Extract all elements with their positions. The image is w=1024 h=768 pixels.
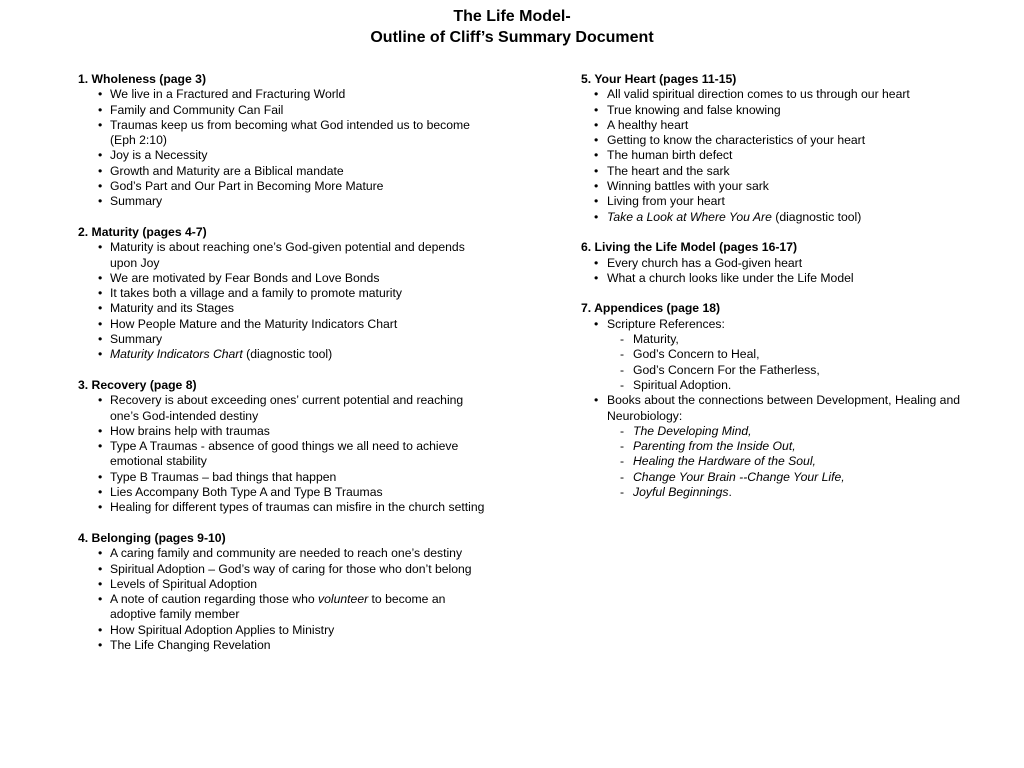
right-column: [581, 72, 1001, 516]
section-living-life-model: [581, 240, 1001, 286]
scripture-list: [607, 332, 1001, 393]
section-belonging: [78, 531, 498, 653]
list-item: • Living from your heart: [594, 194, 725, 209]
bullet-icon: •: [594, 209, 599, 224]
bullet-icon: •: [98, 301, 103, 316]
bullet-list: [581, 317, 1001, 501]
bullet-icon: •: [98, 423, 103, 438]
bullet-icon: •: [594, 163, 599, 178]
left-column: [78, 72, 498, 669]
section-heading: 7. Appendices (page 18): [581, 301, 721, 316]
book-item: - Joyful Beginnings.: [620, 485, 732, 500]
bullet-icon: •: [98, 148, 103, 163]
list-item: • Every church has a God-given heart: [594, 255, 803, 270]
bullet-list: [581, 256, 1001, 287]
dash-icon: -: [620, 347, 625, 362]
section-maturity: [78, 225, 498, 363]
section-heading: 6. Living the Life Model (pages 16-17): [581, 240, 798, 255]
bullet-icon: •: [98, 576, 103, 591]
bullet-icon: •: [594, 393, 599, 408]
bullet-icon: •: [98, 347, 103, 362]
list-item: • Levels of Spiritual Adoption: [98, 576, 258, 591]
bullet-icon: •: [98, 240, 103, 255]
bullet-icon: •: [98, 102, 103, 117]
list-item: • Summary: [98, 194, 163, 209]
bullet-icon: •: [594, 133, 599, 148]
list-item: • Maturity is about reaching one’s God-given potential and depends upon Joy: [98, 240, 465, 270]
bullet-list: [78, 87, 498, 209]
list-item: • God’s Part and Our Part in Becoming More Mature: [98, 179, 384, 194]
caution-item: • A note of caution regarding those who volunteer to become an adoptive family member: [98, 592, 446, 622]
list-item: • Growth and Maturity are a Biblical mandate: [98, 163, 344, 178]
list-item: • Recovery is about exceeding ones’ current potential and reaching one’s God-intended destiny: [98, 393, 464, 423]
list-item: • Type B Traumas – bad things that happen: [98, 469, 337, 484]
list-item: • What a church looks like under the Life Model: [594, 270, 854, 285]
list-item: • The heart and the sark: [594, 163, 730, 178]
section-heading: 3. Recovery (page 8): [78, 377, 197, 392]
book-item: - The Developing Mind,: [620, 423, 752, 438]
bullet-icon: •: [98, 163, 103, 178]
document-title: [0, 6, 1024, 48]
section-heading: 4. Belonging (pages 9-10): [78, 530, 226, 545]
scripture-references-item: • Scripture References: - Maturity, - God’s Concern to Heal, - God’s Concern For the Fatherless, - Spiritual Adoption.: [581, 317, 1001, 393]
book-item: - Parenting from the Inside Out,: [620, 439, 796, 454]
section-heading: 5. Your Heart (pages 11-15): [581, 72, 737, 86]
bullet-icon: •: [594, 148, 599, 163]
bullet-icon: •: [98, 637, 103, 652]
bullet-list: [78, 240, 498, 362]
list-item: • Spiritual Adoption – God’s way of caring for those who don’t belong: [98, 561, 472, 576]
dash-icon: -: [620, 332, 625, 347]
bullet-icon: •: [594, 87, 599, 102]
list-item: • How brains help with traumas: [98, 423, 270, 438]
section-wholeness: [78, 72, 498, 210]
bullet-icon: •: [98, 286, 103, 301]
list-item: • Type A Traumas - absence of good things we all need to achieve emotional stability: [98, 439, 459, 469]
section-recovery: [78, 378, 498, 516]
bullet-icon: •: [98, 179, 103, 194]
dash-icon: -: [620, 485, 625, 500]
bullet-icon: •: [98, 316, 103, 331]
bullet-icon: •: [594, 316, 599, 331]
diagnostic-tool-item: • Maturity Indicators Chart (diagnostic tool): [98, 347, 333, 362]
section-heading: 1. Wholeness (page 3): [78, 72, 206, 86]
list-item: • True knowing and false knowing: [594, 102, 781, 117]
bullet-icon: •: [98, 332, 103, 347]
dash-icon: -: [620, 439, 625, 454]
bullet-icon: •: [594, 117, 599, 132]
scripture-item: - God’s Concern to Heal,: [620, 347, 760, 362]
bullet-icon: •: [98, 592, 103, 607]
books-item: • Books about the connections between Development, Healing and Neurobiology: - The Developing Mind, - Parenting from the Inside Out, - Healing the Hardware of the Soul, - Change Your Brain --Change Your Life, - Joyful Beginnings.: [581, 393, 1001, 500]
section-appendices: [581, 301, 1001, 500]
scripture-item: - Spiritual Adoption.: [620, 377, 732, 392]
list-item: • A caring family and community are needed to reach one’s destiny: [98, 546, 463, 561]
bullet-icon: •: [98, 270, 103, 285]
bullet-icon: •: [98, 485, 103, 500]
section-your-heart: [581, 72, 1001, 225]
bullet-icon: •: [98, 117, 103, 132]
title-line-2: Outline of Cliff’s Summary Document: [370, 29, 654, 46]
list-item: • The Life Changing Revelation: [98, 637, 271, 652]
dash-icon: -: [620, 469, 625, 484]
list-item: • Joy is a Necessity: [98, 148, 208, 163]
list-item: • Family and Community Can Fail: [98, 102, 284, 117]
bullet-icon: •: [98, 500, 103, 515]
dash-icon: -: [620, 377, 625, 392]
scripture-item: - God’s Concern For the Fatherless,: [620, 362, 820, 377]
bullet-icon: •: [98, 546, 103, 561]
bullet-icon: •: [594, 179, 599, 194]
list-item: • How Spiritual Adoption Applies to Ministry: [98, 622, 335, 637]
books-list: [607, 424, 1001, 500]
list-item: • Summary: [98, 332, 163, 347]
bullet-list: [581, 87, 1001, 225]
diagnostic-tool-item: • Take a Look at Where You Are (diagnostic tool): [594, 209, 862, 224]
bullet-icon: •: [98, 561, 103, 576]
bullet-list: [78, 393, 498, 515]
list-item: • It takes both a village and a family to promote maturity: [98, 286, 402, 301]
bullet-icon: •: [594, 255, 599, 270]
bullet-list: [78, 546, 498, 653]
book-item: - Healing the Hardware of the Soul,: [620, 454, 816, 469]
section-heading: 2. Maturity (pages 4-7): [78, 224, 207, 239]
list-item: • Lies Accompany Both Type A and Type B Traumas: [98, 485, 383, 500]
list-item: • Traumas keep us from becoming what God intended us to become (Eph 2:10): [98, 117, 470, 148]
list-item: • Winning battles with your sark: [594, 179, 769, 194]
dash-icon: -: [620, 454, 625, 469]
dash-icon: -: [620, 423, 625, 438]
list-item: • Healing for different types of traumas can misfire in the church setting: [98, 500, 485, 515]
bullet-icon: •: [98, 87, 103, 102]
list-item: • Maturity and its Stages: [98, 301, 234, 316]
bullet-icon: •: [98, 469, 103, 484]
scripture-item: - Maturity,: [620, 332, 679, 347]
list-item: • How People Mature and the Maturity Indicators Chart: [98, 316, 398, 331]
bullet-icon: •: [594, 270, 599, 285]
bullet-icon: •: [98, 393, 103, 408]
bullet-icon: •: [98, 194, 103, 209]
dash-icon: -: [620, 362, 625, 377]
book-item: - Change Your Brain --Change Your Life,: [620, 469, 845, 484]
list-item: • A healthy heart: [594, 117, 689, 132]
list-item: • All valid spiritual direction comes to us through our heart: [594, 87, 910, 102]
list-item: • The human birth defect: [594, 148, 733, 163]
list-item: • We are motivated by Fear Bonds and Love Bonds: [98, 270, 380, 285]
bullet-icon: •: [98, 622, 103, 637]
list-item: • Getting to know the characteristics of your heart: [594, 133, 866, 148]
bullet-icon: •: [594, 102, 599, 117]
bullet-icon: •: [98, 439, 103, 454]
list-item: • We live in a Fractured and Fracturing World: [98, 87, 346, 102]
bullet-icon: •: [594, 194, 599, 209]
title-line-1: The Life Model-: [453, 8, 571, 25]
